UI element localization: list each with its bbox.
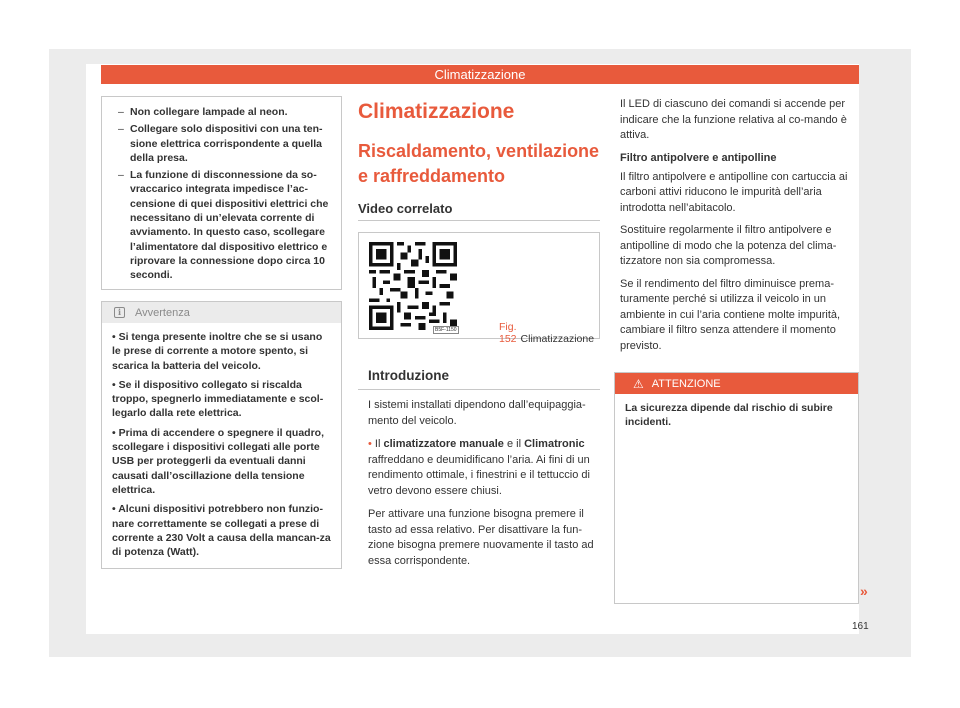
figure-caption-text: Climatizzazione [520, 333, 595, 345]
precautions-list [102, 97, 341, 283]
divider [358, 389, 600, 390]
figure-box [358, 232, 600, 345]
video-heading: Video correlato [358, 201, 453, 216]
warning-item: • Alcuni dispositivi potrebbero non funzio-nare correttamente se collegati a prese di corrente a 230 Volt a causa della mancan-za di potenza (Watt). [112, 503, 331, 559]
filter-text [620, 97, 860, 361]
figure-number: Fig. 152 [499, 321, 517, 345]
list-item: – Collegare solo dispositivi con una ten-sione elettrica corrispondente a quella della presa. [120, 122, 331, 165]
qr-code-icon[interactable] [369, 238, 457, 334]
qr-code-label: B5F-1150 [435, 327, 457, 333]
attention-box [614, 372, 859, 604]
attention-body [615, 394, 858, 430]
warning-item: • Si tenga presente inoltre che se si usano le prese di corrente a motore spento, si scarica la batteria del veicolo. [112, 331, 323, 372]
page-title: Climatizzazione [358, 100, 515, 123]
section-title-line1: Riscaldamento, ventilazione [358, 141, 600, 161]
intro-heading: Introduzione [368, 368, 449, 383]
intro-text [368, 398, 600, 577]
paragraph: Per attivare una funzione bisogna premere il tasto ad essa relativo. Per disattivare la fun-zione bisogna premere nuovamente il tasto ad essa corrispondente. [368, 508, 594, 567]
list-item: – Non collegare lampade al neon. [120, 105, 331, 119]
warning-box [101, 301, 342, 569]
list-item: – La funzione di disconnessione da so-vraccarico integrata impedisce l’ac-censione di quei dispositivi elettrici che necessitano di un’elevata corrente di avviamento. In questo caso, scollegare l’alimentatore dal dispositivo elettrico e riprovare la connessione dopo circa 10 secondi. [120, 168, 331, 282]
paragraph: Sostituire regolarmente il filtro antipolvere e antipolline di modo che la potenza del clima-tizzatore non sia compromessa. [620, 224, 837, 267]
precautions-box [101, 96, 342, 290]
warning-body [102, 323, 341, 559]
attention-intro: La sicurezza dipende dal rischio di subire incidenti. [625, 402, 833, 429]
info-icon: i [114, 307, 125, 318]
paragraph: Se il rendimento del filtro diminuisce prema-turamente perché si utilizza il veicolo in un ambiente in cui l’aria contiene molte impurità, cambiare il filtro senza attendere il momento previsto. [620, 277, 841, 352]
attention-title: ATTENZIONE [651, 377, 721, 390]
warning-item: • Se il dispositivo collegato si riscalda troppo, spegnerlo immediatamente e scol-legarlo dalla rete elettrica. [112, 378, 324, 420]
warning-triangle-icon: ⚠ [633, 376, 644, 391]
warning-title: Avvertenza [135, 306, 190, 319]
warning-item: • Prima di accendere o spegnere il quadro, scollegare i dispositivi collegati alle porte USB per proteggerli da eventuali danni causati dall’oscillazione della tensione elettrica. [112, 426, 324, 496]
attention-header [615, 373, 858, 394]
filter-heading: Filtro antipolvere e antipolline [620, 151, 777, 164]
warning-header [102, 302, 341, 323]
divider [358, 220, 600, 221]
paragraph: Il LED di ciascuno dei comandi si accende per indicare che la funzione relativa al co-mando è attiva. [620, 98, 847, 141]
continue-icon: » [860, 583, 868, 599]
section-header: Climatizzazione [101, 65, 859, 84]
paragraph: Il filtro antipolvere e antipolline con cartuccia ai carboni attivi riducono le impurità dell’aria introdotta nell’abitacolo. [620, 170, 848, 214]
section-title-line2: e raffreddamento [358, 166, 506, 186]
page-number: 161 [852, 621, 869, 632]
paragraph: • Il climatizzatore manuale e il Climatronic raffreddano e deumidificano l’aria. Ai fini di un rendimento ottimale, i finestrini e il tettuccio di vetro devono essere chiusi. [368, 438, 590, 497]
paragraph: I sistemi installati dipendono dall’equipaggia-mento del veicolo. [368, 399, 586, 427]
figure-caption [499, 321, 599, 345]
